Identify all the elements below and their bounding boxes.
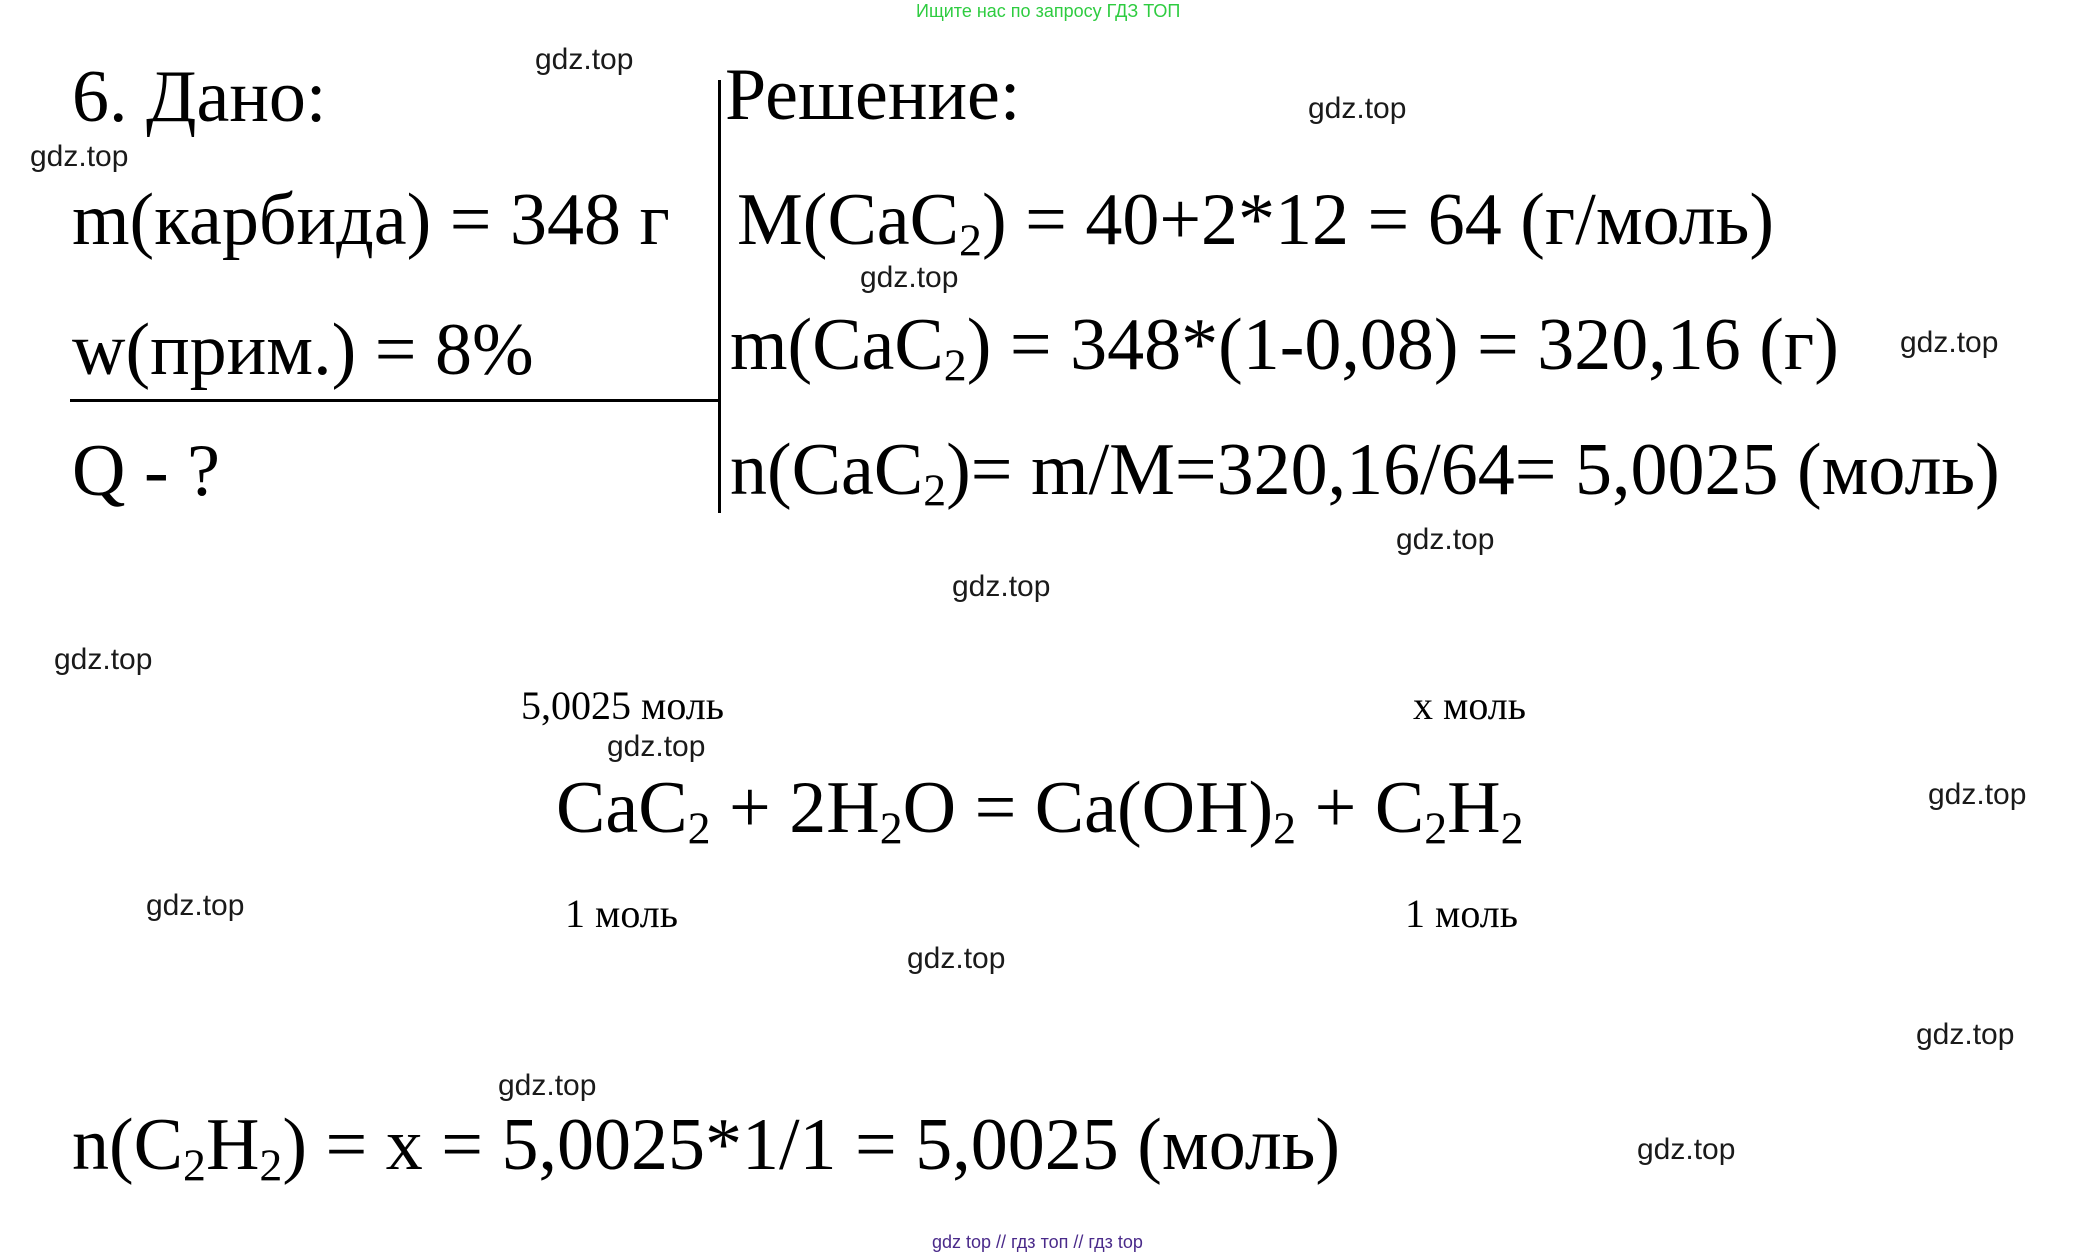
footer-watermark: gdz top // гдз топ // гдз top [932, 1232, 1143, 1252]
search-banner: Ищите нас по запросу ГДЗ ТОП [916, 1, 1181, 21]
solution-heading: Решение: [725, 54, 1021, 136]
equation-below-left: 1 моль [565, 891, 678, 936]
watermark: gdz.top [54, 643, 153, 676]
watermark: gdz.top [607, 730, 706, 763]
equation-below-right: 1 моль [1405, 891, 1518, 936]
reaction-equation: $CaC_2 + 2H_2O = Ca(OH)_2 + C_2H_2$ [556, 767, 1524, 854]
given-divider [70, 399, 718, 402]
watermark: gdz.top [1900, 326, 1999, 359]
watermark: gdz.top [1308, 92, 1407, 125]
watermark: gdz.top [1637, 1133, 1736, 1166]
given-mass: m(карбида) = 348 г [72, 179, 670, 261]
watermark: gdz.top [498, 1069, 597, 1102]
solution-separator [718, 80, 721, 513]
watermark: gdz.top [1928, 778, 2027, 811]
equation-above-left: 5,0025 моль [521, 683, 724, 728]
equation-above-right: x моль [1413, 683, 1526, 728]
watermark: gdz.top [952, 570, 1051, 603]
find-quantity: Q - ? [72, 430, 220, 512]
given-impurity: w(прим.) = 8% [72, 309, 534, 391]
pure-mass-line: m(CaC$_2$) = 348*(1-0,08) = 320,16 (г) [730, 304, 1839, 391]
final-result-line: $n(C_2H_2) = x = 5,0025*1/1 = 5,0025$ (моль) [72, 1104, 1341, 1191]
given-heading: 6. Дано: [72, 56, 327, 138]
watermark: gdz.top [1916, 1018, 2015, 1051]
watermark: gdz.top [146, 889, 245, 922]
watermark: gdz.top [535, 43, 634, 76]
watermark: gdz.top [907, 942, 1006, 975]
watermark: gdz.top [30, 140, 129, 173]
moles-line: n(CaC$_2$)= m/M=320,16/64= 5,0025 (моль) [730, 429, 2000, 516]
molar-mass-line: M(CaC$_2$) = 40+2*12 = 64 (г/моль) [737, 179, 1775, 266]
watermark: gdz.top [1396, 523, 1495, 556]
watermark: gdz.top [860, 261, 959, 294]
